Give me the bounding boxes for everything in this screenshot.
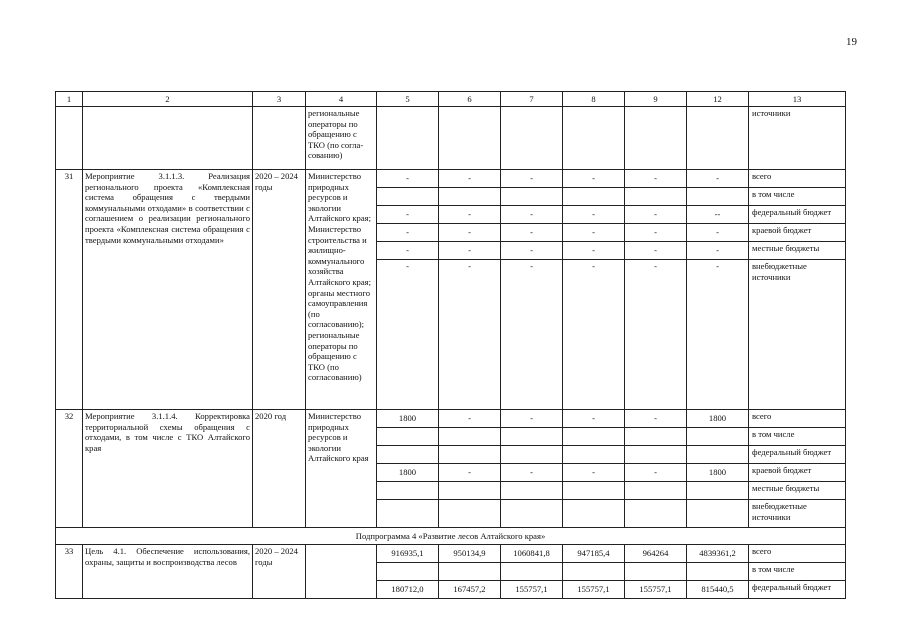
value-cell: - bbox=[439, 260, 501, 410]
value-cell bbox=[439, 563, 501, 581]
value-cell: - bbox=[625, 224, 687, 242]
page-number: 19 bbox=[846, 36, 857, 48]
row-number: 32 bbox=[56, 410, 83, 528]
value-cell: - bbox=[377, 242, 439, 260]
value-cell bbox=[501, 500, 563, 528]
subprogram-row bbox=[56, 528, 846, 545]
table-row bbox=[56, 170, 846, 188]
source-cell: всего bbox=[749, 410, 846, 428]
value-cell bbox=[625, 188, 687, 206]
value-cell bbox=[625, 446, 687, 464]
header-cell: 7 bbox=[501, 92, 563, 107]
executor-cell bbox=[306, 545, 377, 599]
value-cell: - bbox=[563, 224, 625, 242]
value-cell: - bbox=[687, 242, 749, 260]
header-cell: 13 bbox=[749, 92, 846, 107]
period-cell: 2020 – 2024 годы bbox=[253, 545, 306, 599]
value-cell: -- bbox=[687, 206, 749, 224]
source-cell: внебюджетные источники bbox=[749, 260, 846, 410]
source-cell: краевой бюджет bbox=[749, 224, 846, 242]
value-cell: - bbox=[439, 170, 501, 188]
value-cell: - bbox=[563, 260, 625, 410]
value-cell: - bbox=[377, 206, 439, 224]
value-cell: - bbox=[563, 410, 625, 428]
value-cell: - bbox=[439, 206, 501, 224]
value-cell bbox=[377, 428, 439, 446]
table-row bbox=[56, 545, 846, 563]
continuation-row bbox=[56, 107, 846, 170]
source-cell: федеральный бюджет bbox=[749, 581, 846, 599]
value-cell: - bbox=[625, 410, 687, 428]
row-number: 31 bbox=[56, 170, 83, 410]
value-cell: 815440,5 bbox=[687, 581, 749, 599]
value-cell: 4839361,2 bbox=[687, 545, 749, 563]
source-cell: в том числе bbox=[749, 188, 846, 206]
subprogram-title: Подпрограмма 4 «Развитие лесов Алтайского края» bbox=[56, 528, 846, 545]
value-cell: - bbox=[563, 464, 625, 482]
value-cell bbox=[563, 563, 625, 581]
value-cell: - bbox=[501, 464, 563, 482]
value-cell: - bbox=[563, 242, 625, 260]
source-cell: местные бюджеты bbox=[749, 242, 846, 260]
value-cell: 916935,1 bbox=[377, 545, 439, 563]
activity-name: Мероприятие 3.1.1.3. Реализация регионального проекта «Комплексная система обращения с твердыми коммунальными отходами» в соответствии с соглашением о реализации регионального проекта «Комплексная система обращения с твердыми коммунальными отходами» bbox=[83, 170, 253, 410]
value-cell: 180712,0 bbox=[377, 581, 439, 599]
value-cell bbox=[563, 500, 625, 528]
value-cell: 155757,1 bbox=[501, 581, 563, 599]
value-cell: - bbox=[377, 224, 439, 242]
value-cell: - bbox=[377, 170, 439, 188]
value-cell bbox=[439, 188, 501, 206]
value-cell bbox=[625, 482, 687, 500]
value-cell: - bbox=[439, 410, 501, 428]
value-cell bbox=[439, 500, 501, 528]
value-cell bbox=[687, 563, 749, 581]
value-cell bbox=[439, 428, 501, 446]
value-cell: 964264 bbox=[625, 545, 687, 563]
value-cell: - bbox=[563, 170, 625, 188]
value-cell bbox=[563, 446, 625, 464]
value-cell: - bbox=[501, 260, 563, 410]
value-cell bbox=[563, 428, 625, 446]
value-cell bbox=[501, 188, 563, 206]
value-cell: 1800 bbox=[687, 410, 749, 428]
value-cell: 1060841,8 bbox=[501, 545, 563, 563]
value-cell bbox=[377, 500, 439, 528]
value-cell: 947185,4 bbox=[563, 545, 625, 563]
value-cell: - bbox=[501, 224, 563, 242]
value-cell bbox=[563, 482, 625, 500]
value-cell bbox=[501, 482, 563, 500]
value-cell: 155757,1 bbox=[563, 581, 625, 599]
value-cell bbox=[501, 563, 563, 581]
table-row bbox=[56, 410, 846, 428]
value-cell: - bbox=[625, 260, 687, 410]
value-cell bbox=[625, 500, 687, 528]
value-cell: - bbox=[687, 170, 749, 188]
source-cell: источники bbox=[749, 107, 846, 170]
value-cell: 167457,2 bbox=[439, 581, 501, 599]
value-cell: - bbox=[563, 206, 625, 224]
value-cell: - bbox=[501, 410, 563, 428]
header-cell: 5 bbox=[377, 92, 439, 107]
header-cell: 8 bbox=[563, 92, 625, 107]
value-cell: - bbox=[687, 224, 749, 242]
value-cell: - bbox=[625, 206, 687, 224]
value-cell: 1800 bbox=[377, 410, 439, 428]
source-cell: всего bbox=[749, 545, 846, 563]
header-cell: 6 bbox=[439, 92, 501, 107]
header-cell: 3 bbox=[253, 92, 306, 107]
value-cell bbox=[563, 188, 625, 206]
source-cell: внебюджетные источники bbox=[749, 500, 846, 528]
header-row bbox=[56, 92, 846, 107]
value-cell bbox=[687, 188, 749, 206]
activity-name: Цель 4.1. Обеспечение использования, охраны, защиты и воспроизводства лесов bbox=[83, 545, 253, 599]
value-cell: - bbox=[501, 206, 563, 224]
value-cell bbox=[439, 446, 501, 464]
value-cell: - bbox=[377, 260, 439, 410]
header-cell: 12 bbox=[687, 92, 749, 107]
value-cell bbox=[377, 563, 439, 581]
value-cell bbox=[687, 446, 749, 464]
value-cell: - bbox=[501, 170, 563, 188]
executor-cell: региональные операторы по обращению с ТКО (по согла-сованию) bbox=[306, 107, 377, 170]
value-cell bbox=[501, 446, 563, 464]
header-cell: 4 bbox=[306, 92, 377, 107]
value-cell bbox=[687, 428, 749, 446]
value-cell: 155757,1 bbox=[625, 581, 687, 599]
value-cell: - bbox=[687, 260, 749, 410]
period-cell: 2020 – 2024 годы bbox=[253, 170, 306, 410]
value-cell bbox=[377, 482, 439, 500]
value-cell: - bbox=[625, 464, 687, 482]
value-cell bbox=[687, 500, 749, 528]
source-cell: местные бюджеты bbox=[749, 482, 846, 500]
value-cell bbox=[377, 188, 439, 206]
value-cell: - bbox=[439, 464, 501, 482]
activity-name: Мероприятие 3.1.1.4. Корректировка территориальной схемы обращения с отходами, в том числе с ТКО Алтайского края bbox=[83, 410, 253, 528]
value-cell bbox=[625, 563, 687, 581]
executor-cell: Министерство природных ресурсов и экологии Алтайского края; Министерство строительства и жилищно-коммунального хозяйства Алтайского края; органы местного самоуправления (по согласованию); региональные операторы по обращению с ТКО (по согласованию) bbox=[306, 170, 377, 410]
source-cell: краевой бюджет bbox=[749, 464, 846, 482]
value-cell bbox=[687, 482, 749, 500]
source-cell: в том числе bbox=[749, 563, 846, 581]
header-cell: 9 bbox=[625, 92, 687, 107]
value-cell: - bbox=[439, 224, 501, 242]
value-cell: - bbox=[439, 242, 501, 260]
value-cell bbox=[501, 428, 563, 446]
value-cell: 1800 bbox=[377, 464, 439, 482]
budget-table bbox=[55, 91, 846, 599]
executor-cell: Министерство природных ресурсов и экологии Алтайского края bbox=[306, 410, 377, 528]
header-cell: 1 bbox=[56, 92, 83, 107]
header-cell: 2 bbox=[83, 92, 253, 107]
value-cell: - bbox=[625, 242, 687, 260]
value-cell: - bbox=[501, 242, 563, 260]
row-number: 33 bbox=[56, 545, 83, 599]
source-cell: федеральный бюджет bbox=[749, 206, 846, 224]
source-cell: всего bbox=[749, 170, 846, 188]
value-cell bbox=[377, 446, 439, 464]
value-cell bbox=[439, 482, 501, 500]
value-cell: - bbox=[625, 170, 687, 188]
period-cell: 2020 год bbox=[253, 410, 306, 528]
source-cell: в том числе bbox=[749, 428, 846, 446]
value-cell bbox=[625, 428, 687, 446]
source-cell: федеральный бюджет bbox=[749, 446, 846, 464]
value-cell: 950134,9 bbox=[439, 545, 501, 563]
value-cell: 1800 bbox=[687, 464, 749, 482]
